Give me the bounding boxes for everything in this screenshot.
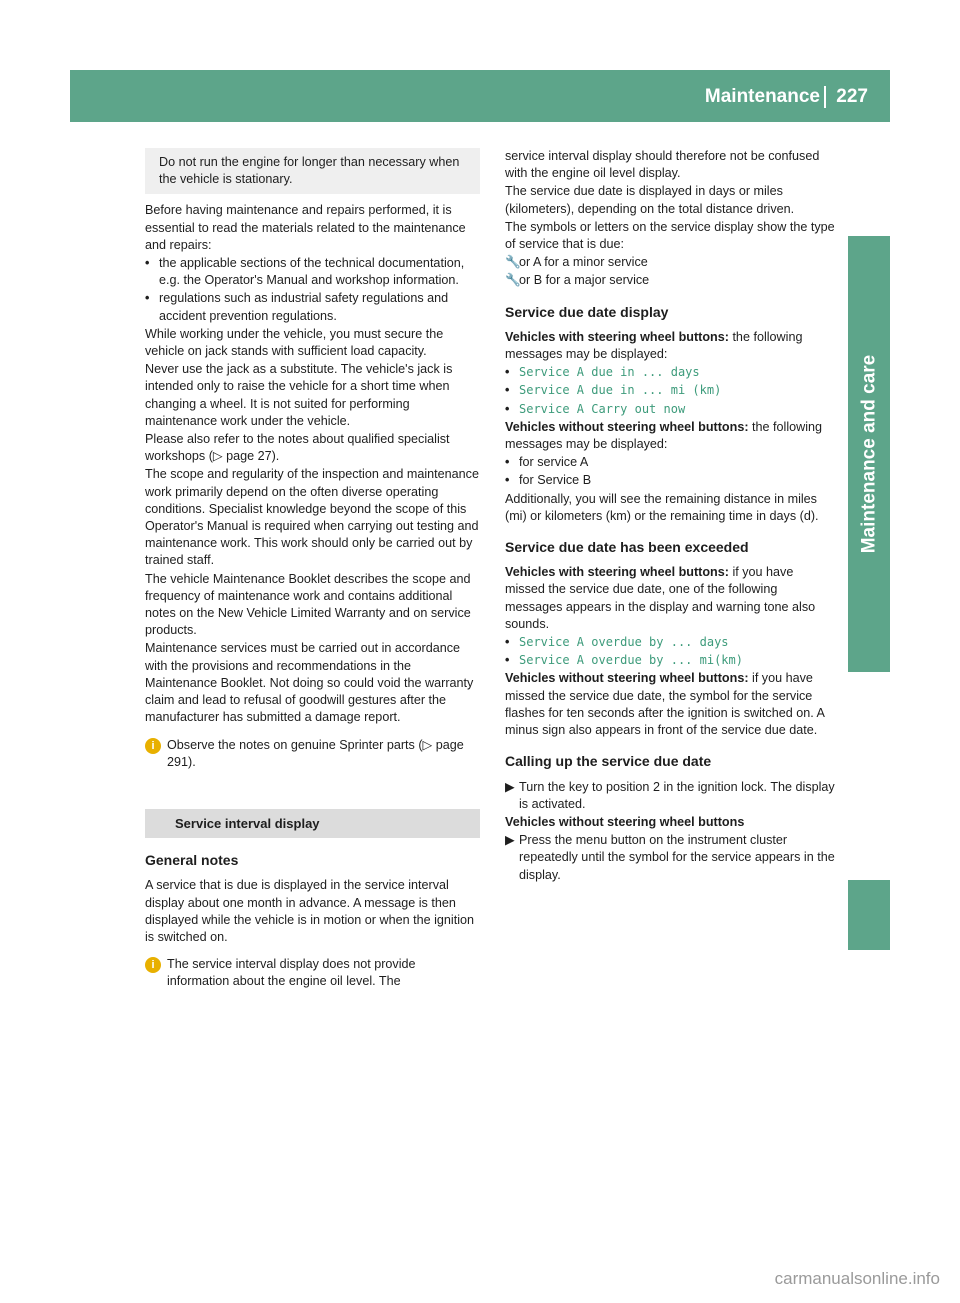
page-title: Maintenance (704, 86, 820, 107)
section-heading: Service interval display (145, 809, 480, 838)
note-box: Do not run the engine for longer than necessary when the vehicle is stationary. (145, 148, 480, 194)
symbol-line: 🔧 or B for a major service (505, 272, 835, 289)
message-item: • Service A overdue by ... days (505, 635, 729, 650)
info-note: i Observe the notes on genuine Sprinter parts (▷ page 291). (145, 737, 480, 771)
info-note: i The service interval display does not provide information about the engine oil level. The (145, 956, 480, 990)
right-column (505, 148, 835, 885)
list-item: • the applicable sections of the technical documentation, e.g. the Operator's Manual and workshop information. (145, 256, 465, 288)
info-icon: i (145, 738, 161, 754)
message-item: • Service A due in ... mi (km) (505, 383, 722, 398)
side-marker (848, 880, 890, 950)
list-item: • for Service B (505, 473, 592, 488)
left-column (145, 148, 480, 991)
paragraph: A service that is due is displayed in the service interval display about one month in advance. A message is then displayed while the vehicle is in motion or when the ignition is switched on. (145, 878, 475, 944)
wrench-icon: 🔧 (505, 273, 521, 288)
list-item: • regulations such as industrial safety regulations and accident prevention regulations. (145, 291, 449, 323)
subheading: Service due date display (505, 303, 669, 320)
message-item: • Service A Carry out now (505, 401, 686, 416)
paragraph: Never use the jack as a substitute. The vehicle's jack is intended only to raise the vehicle for a short time when changing a wheel. It is not suited for performing maintenance work under the vehicle. (145, 362, 453, 428)
paragraph: Vehicles without steering wheel buttons: the following messages may be displayed: (505, 419, 823, 452)
paragraph: Please also refer to the notes about qualified specialist workshops (▷ page 27). (145, 432, 450, 464)
paragraph: Vehicles with steering wheel buttons: if you have missed the service due date, one of the following messages appears in the display and warning tone also sounds. (505, 565, 816, 631)
arrow-icon: ▶ (505, 833, 515, 848)
paragraph: While working under the vehicle, you must secure the vehicle on jack stands with sufficient load capacity. (145, 326, 444, 359)
message-item: • Service A due in ... days (505, 365, 700, 380)
paragraph: Additionally, you will see the remaining distance in miles (mi) or kilometers (km) or the remaining time in days (d). (505, 491, 819, 523)
subheading-bold: Vehicles without steering wheel buttons (505, 814, 745, 829)
footer-watermark: carmanualsonline.info (774, 1269, 940, 1288)
step: ▶ Press the menu button on the instrument cluster repeatedly until the symbol for the service appears in the display. (505, 832, 835, 884)
paragraph: Vehicles without steering wheel buttons: if you have missed the service due date, the symbol for the service flashes for ten seconds after the ignition is switched on. A minus sign also appears in front of the service due date. (505, 671, 825, 738)
paragraph: service interval display should therefore not be confused with the engine oil level display. (505, 149, 820, 181)
paragraph: Before having maintenance and repairs performed, it is essential to read the materials related to the maintenance and repairs: (145, 203, 466, 252)
paragraph: Maintenance services must be carried out in accordance with the provisions and recommendations in the Maintenance Booklet. Not doing so could void the warranty claim and lead to refusal of goodwill gestures after the manufacturer has submitted a damage report. (145, 641, 474, 725)
wrench-icon: 🔧 (505, 255, 521, 270)
subheading: Calling up the service due date (505, 753, 712, 770)
list-item: • for service A (505, 455, 589, 470)
side-tab-label: Maintenance and care (858, 354, 879, 554)
page-number: 227 (824, 86, 868, 108)
arrow-icon: ▶ (505, 779, 515, 794)
paragraph: Vehicles with steering wheel buttons: the following messages may be displayed: (505, 329, 803, 362)
paragraph: The scope and regularity of the inspection and maintenance work primarily depend on the often diverse operating conditions. Specialist knowledge beyond the scope of this Operator's Manual is required when carrying out testing and maintenance work. This work should only be carried out by trained staff. (145, 467, 479, 568)
message-item: • Service A overdue by ... mi(km) (505, 653, 743, 668)
subheading: Service due date has been exceeded (505, 539, 749, 556)
step: ▶ Turn the key to position 2 in the ignition lock. The display is activated. (505, 779, 835, 813)
paragraph: The service due date is displayed in days or miles (kilometers), depending on the total distance driven. (505, 184, 795, 216)
symbol-line: 🔧 or A for a minor service (505, 254, 835, 271)
paragraph: The symbols or letters on the service display show the type of service that is due: (505, 219, 835, 252)
subheading: General notes (145, 852, 239, 869)
info-icon: i (145, 957, 161, 973)
paragraph: The vehicle Maintenance Booklet describes the scope and frequency of maintenance work and contains additional notes on the New Vehicle Limited Warranty and on service products. (145, 571, 471, 638)
